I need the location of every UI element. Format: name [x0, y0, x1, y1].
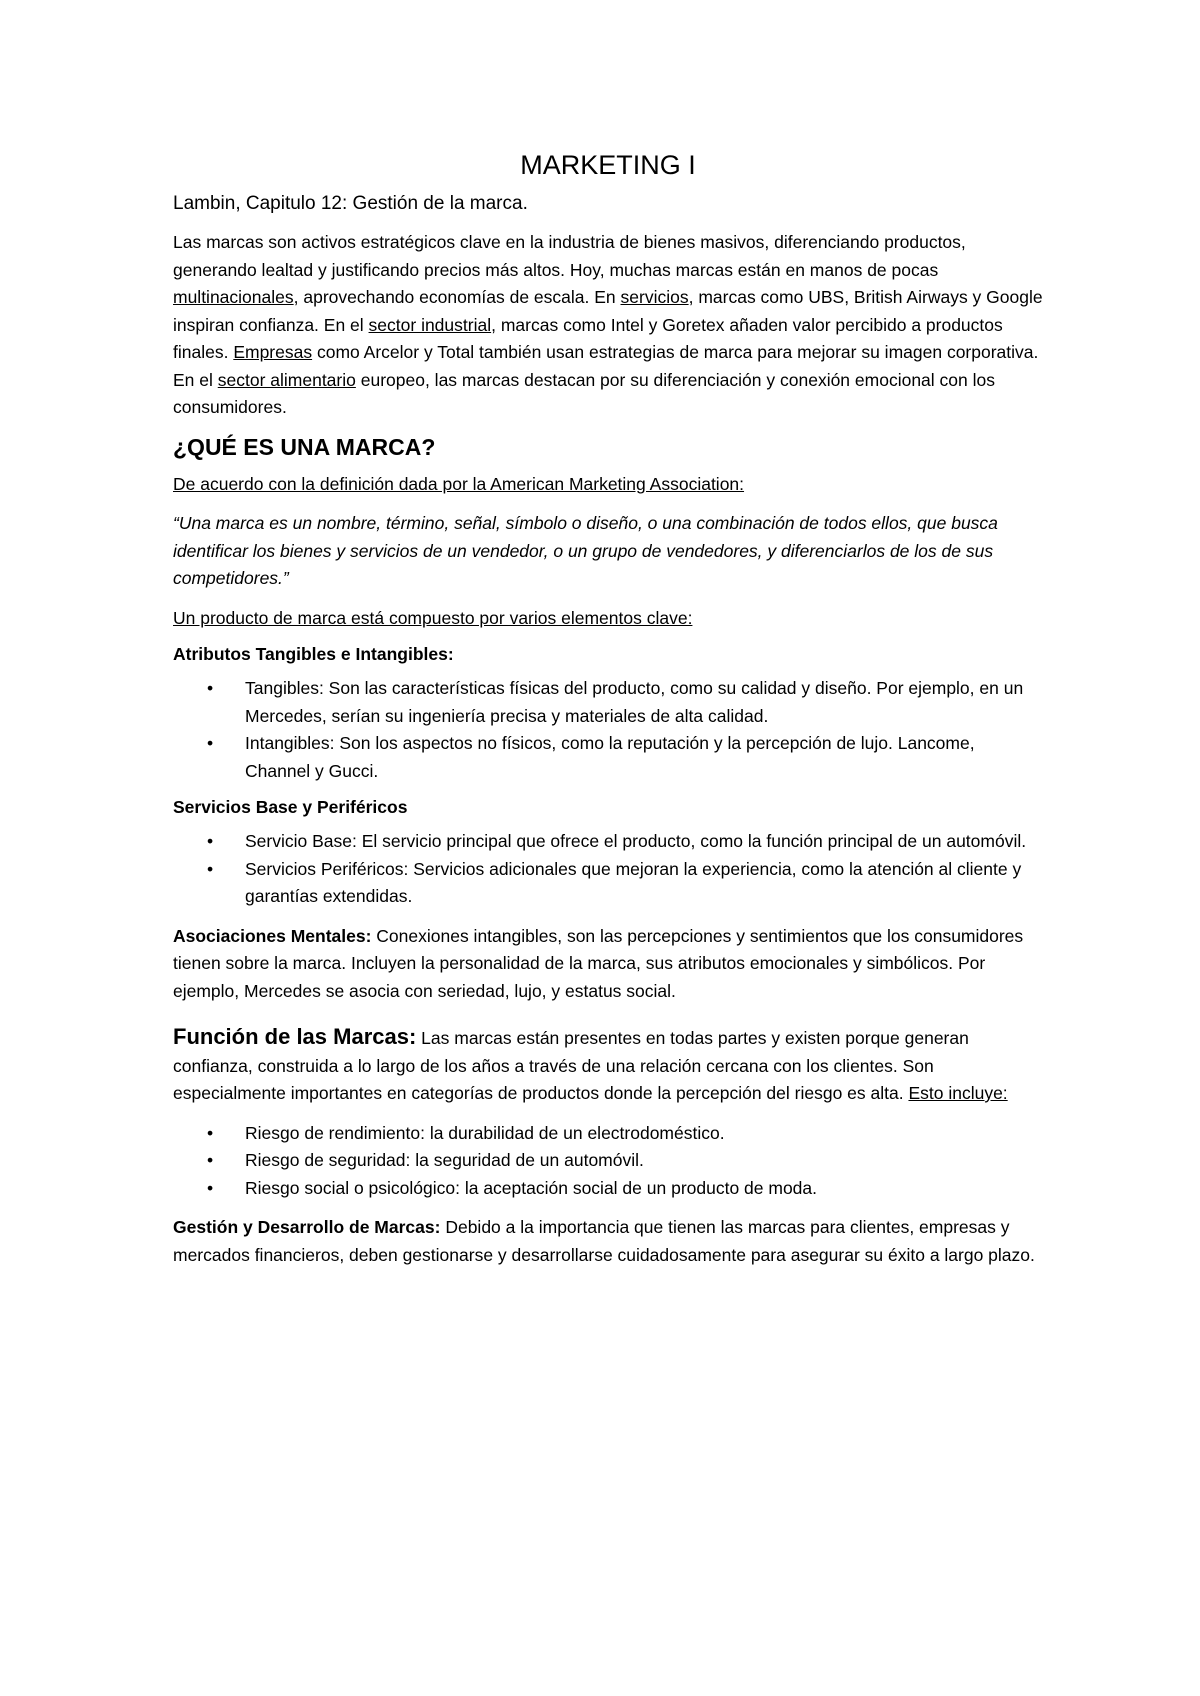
- list-item-text: Servicio Base: El servicio principal que ofrece el producto, como la función principal de un automóvil.: [245, 831, 1027, 851]
- list-item-text: Riesgo de rendimiento: la durabilidad de un electrodoméstico.: [245, 1122, 725, 1143]
- function-text: Las marcas están presentes en todas partes y existen porque generan confianza, construida a lo largo de los años a través de una relación cercana con los clientes. Son especialmente importantes en categorías de productos donde la percepción del riesgo es alta.: [173, 1028, 969, 1103]
- list-item: [173, 1120, 1043, 1148]
- intro-underline-servicios: servicios: [620, 287, 689, 307]
- list-item-text: Tangibles: Son las características físicas del producto, como su calidad y diseño. Por ejemplo, en un Mercedes, serían su ingeniería precisa y materiales de alta calidad.: [245, 678, 1024, 726]
- management-text: Debido a la importancia que tienen las marcas para clientes, empresas y mercados financieros, deben gestionarse y desarrollarse cuidadosamente para asegurar su éxito a largo plazo.: [173, 1217, 1035, 1265]
- function-paragraph: [173, 1023, 1043, 1108]
- document-page: [173, 150, 1043, 1281]
- bullet-icon: •: [207, 733, 214, 753]
- function-underlined: Esto incluye:: [908, 1083, 1008, 1103]
- list-item-text: Riesgo de seguridad: la seguridad de un automóvil.: [245, 1150, 644, 1170]
- intro-paragraph: [173, 229, 1043, 422]
- intro-text-1: Las marcas son activos estratégicos clave en la industria de bienes masivos, diferenciando productos, generando lealtad y justificando precios más altos. Hoy, muchas marcas están en manos de pocas: [173, 232, 966, 280]
- bullet-icon: •: [207, 1177, 214, 1198]
- attributes-list: [173, 675, 1043, 785]
- list-item: [173, 1147, 1043, 1175]
- risk-list: [173, 1120, 1043, 1203]
- chapter-subtitle: Lambin, Capitulo 12: Gestión de la marca.: [173, 193, 528, 214]
- ama-definition-intro: De acuerdo con la definición dada por la American Marketing Association:: [173, 473, 745, 494]
- components-intro: Un producto de marca está compuesto por varios elementos clave:: [173, 607, 693, 628]
- list-item: [173, 675, 1043, 730]
- intro-text-4: , marcas como Intel y Goretex añaden valor percibido a productos finales.: [173, 314, 1003, 362]
- list-item: [173, 730, 1043, 785]
- management-paragraph: [173, 1214, 1043, 1269]
- list-item-text: Intangibles: Son los aspectos no físicos, como la reputación y la percepción de lujo. Lancome, Channel y Gucci.: [245, 733, 975, 781]
- list-item: [173, 1175, 1043, 1203]
- services-list: [173, 828, 1043, 911]
- list-item-text: Riesgo social o psicológico: la aceptación social de un producto de moda.: [245, 1177, 818, 1198]
- associations-text: Conexiones intangibles, son las percepciones y sentimientos que los consumidores tienen sobre la marca. Incluyen la personalidad de la marca, sus atributos emocionales y simbólicos. Por ejemplo, Mercedes se asocia con seriedad, lujo, y estatus social.: [173, 925, 1024, 1001]
- intro-text-2: , aprovechando economías de escala. En: [293, 287, 621, 307]
- ama-quote: “Una marca es un nombre, término, señal, símbolo o diseño, o una combinación de todos ellos, que busca identificar los bienes y servicios de un vendedor, o un grupo de vendedores, y diferenciarlos de los de sus competidores.”: [173, 513, 998, 588]
- document-title: MARKETING I: [520, 150, 696, 180]
- intro-underline-multinacionales: multinacionales: [173, 287, 294, 307]
- services-heading: Servicios Base y Periféricos: [173, 797, 408, 817]
- intro-text-6: europeo, las marcas destacan por su diferenciación y conexión emocional con los consumidores.: [173, 369, 995, 417]
- section-heading-que-es-marca: ¿QUÉ ES UNA MARCA?: [173, 433, 436, 460]
- intro-underline-empresas: Empresas: [233, 342, 313, 362]
- bullet-icon: •: [207, 678, 214, 698]
- associations-paragraph: [173, 923, 1043, 1006]
- intro-text-3: , marcas como UBS, British Airways y Google inspiran confianza. En el: [173, 287, 1043, 335]
- management-lead: Gestión y Desarrollo de Marcas:: [173, 1217, 441, 1237]
- attributes-heading: Atributos Tangibles e Intangibles:: [173, 644, 454, 664]
- bullet-icon: •: [207, 1150, 214, 1170]
- intro-underline-sector-alimentario: sector alimentario: [217, 369, 356, 390]
- intro-text-5: como Arcelor y Total también usan estrategias de marca para mejorar su imagen corporativa. En el: [173, 342, 1039, 390]
- intro-underline-sector-industrial: sector industrial: [368, 314, 492, 335]
- bullet-icon: •: [207, 858, 214, 879]
- list-item: [173, 828, 1043, 856]
- bullet-icon: •: [207, 831, 214, 851]
- list-item-text: Servicios Periféricos: Servicios adicionales que mejoran la experiencia, como la atención al cliente y garantías extendidas.: [245, 858, 1022, 906]
- list-item: [173, 856, 1043, 911]
- associations-lead: Asociaciones Mentales:: [173, 925, 372, 946]
- function-lead: Función de las Marcas:: [173, 1024, 417, 1049]
- bullet-icon: •: [207, 1122, 214, 1143]
